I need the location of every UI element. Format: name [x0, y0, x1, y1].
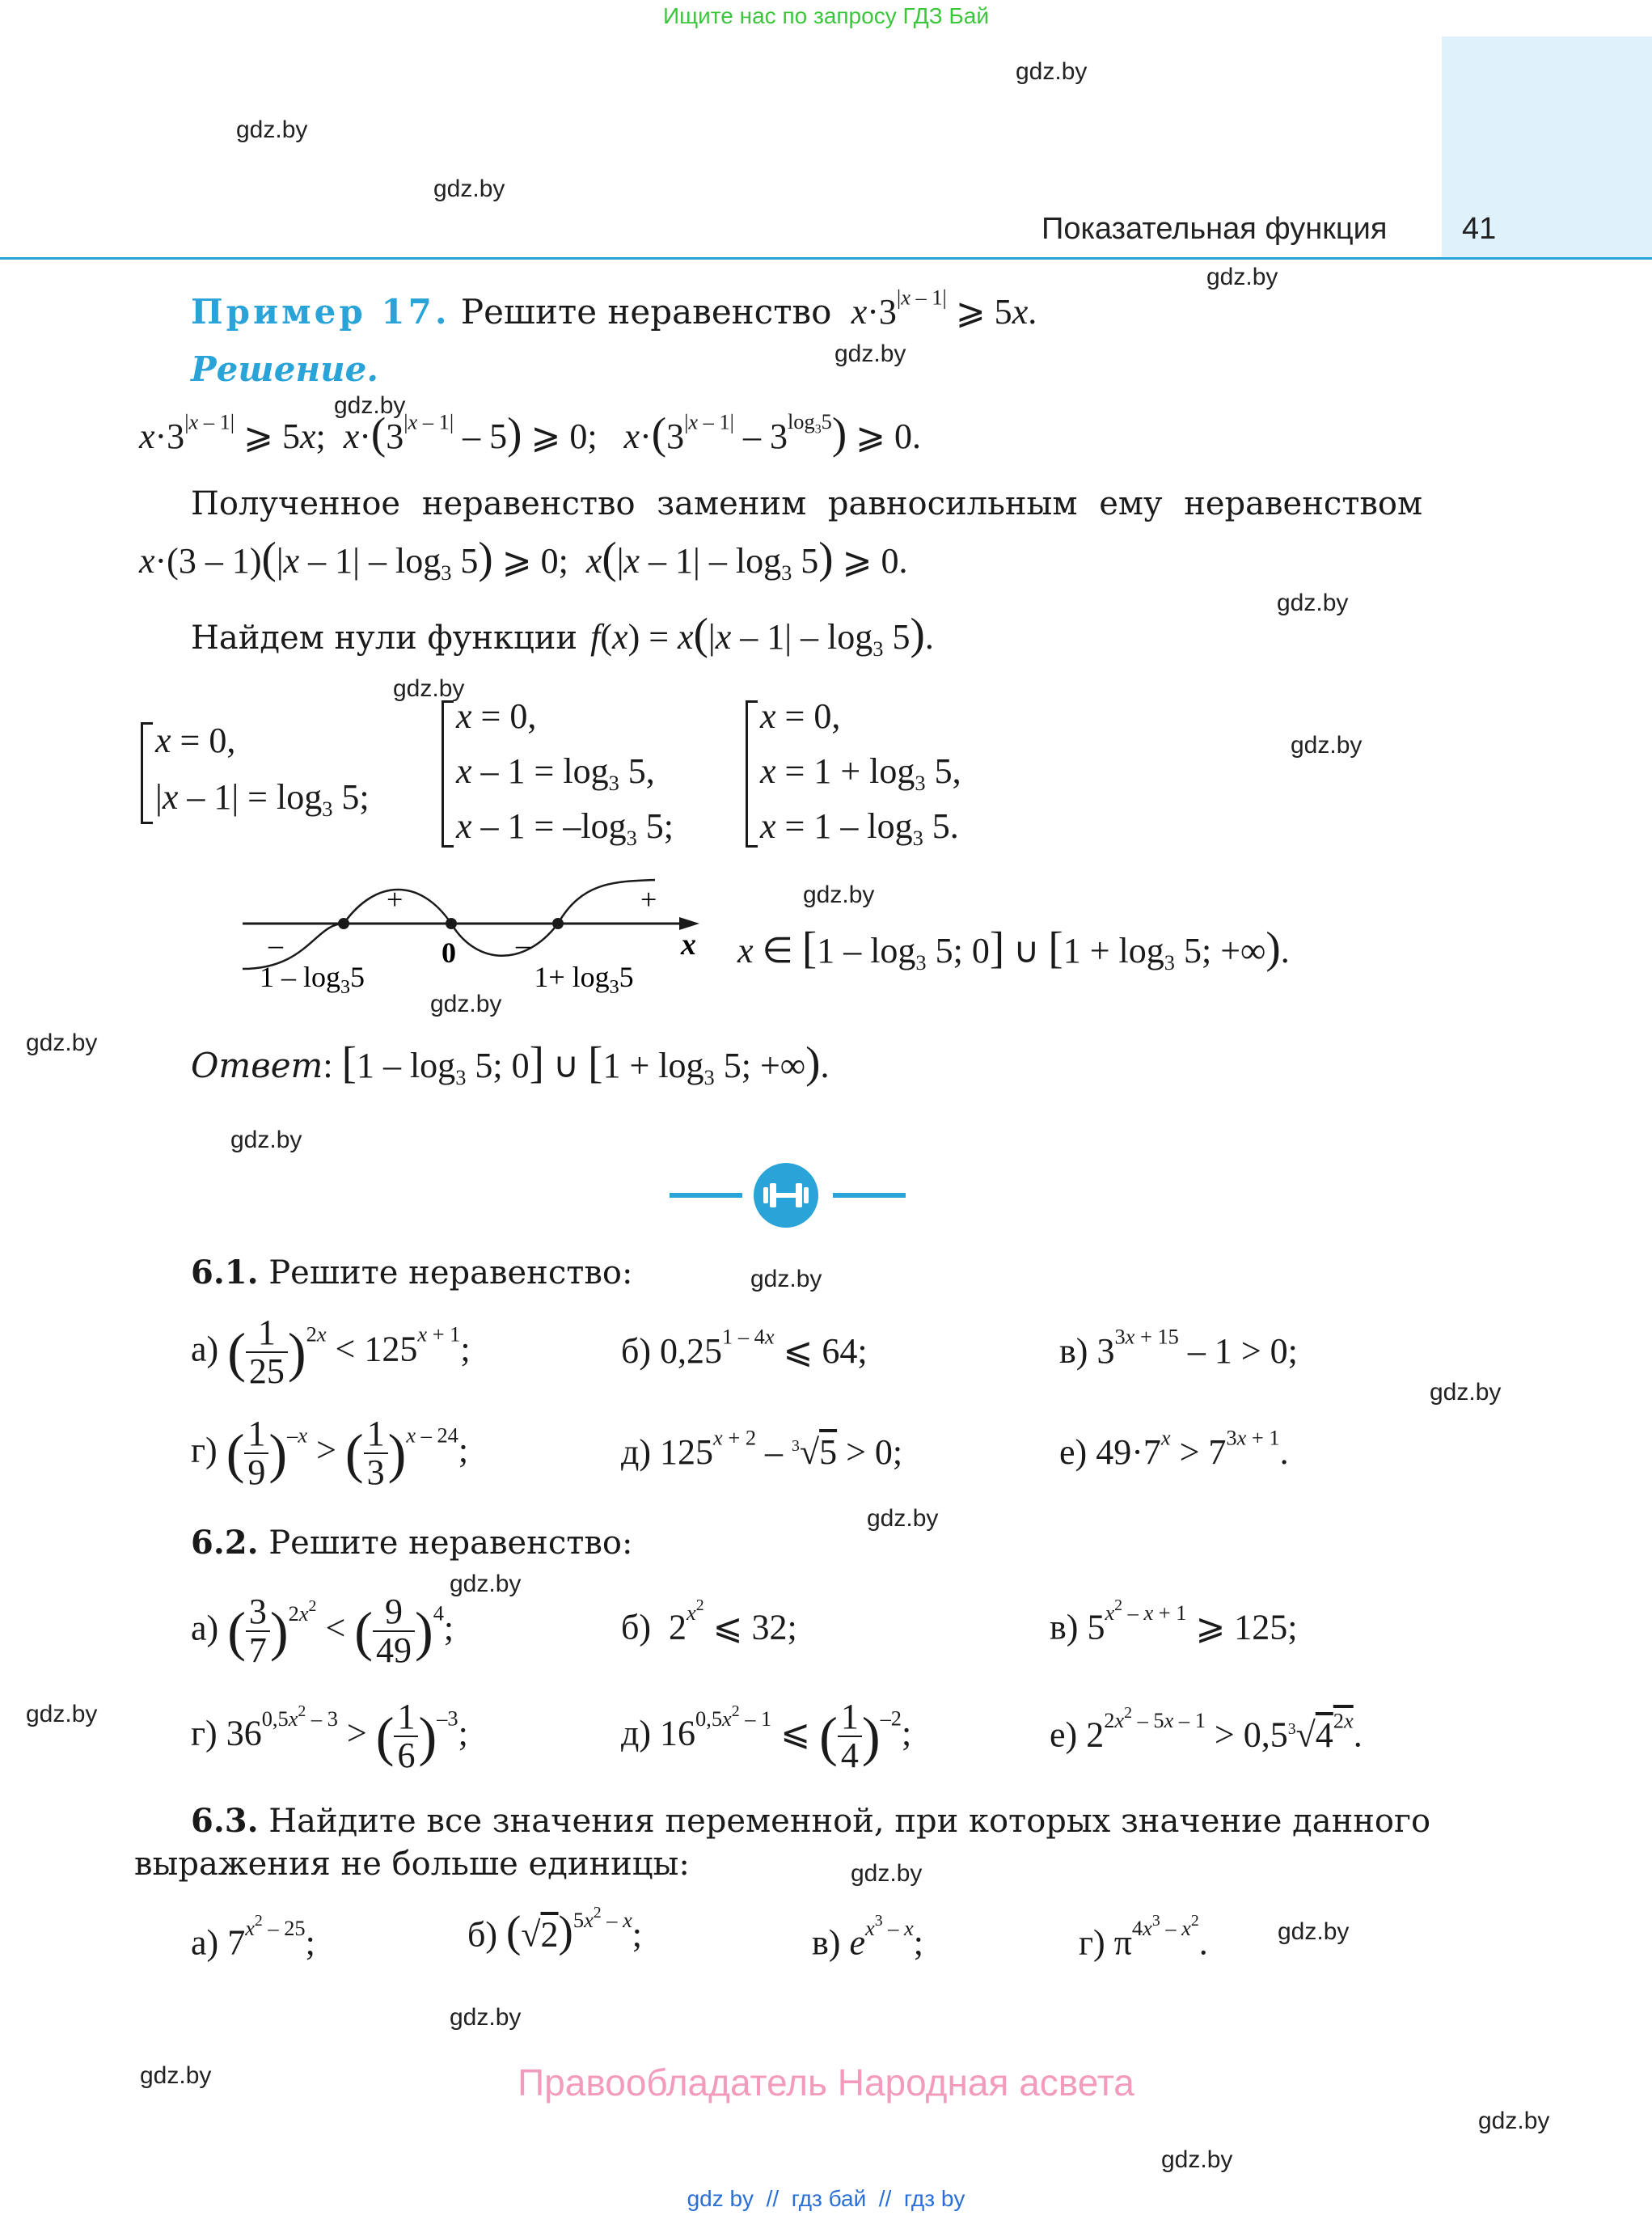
solution-label: Решение. [191, 349, 378, 389]
watermark: gdz.by [1430, 1379, 1502, 1406]
watermark: gdz.by [26, 1701, 98, 1727]
watermark: gdz.by [834, 340, 906, 367]
right-point-label: $1+ \log_35$ [534, 961, 634, 998]
ex-6-1-b: б) $0,25^{1 - 4x}$ ⩽ 64; [621, 1324, 868, 1371]
ex-6-2-g: г) $36^{0,5x^2 - 3}$ > ( $\frac{1}{6}$ )$^{-3}$; [191, 1697, 468, 1776]
watermark: gdz.by [1277, 590, 1349, 616]
exercise-6-1-title [191, 1254, 632, 1292]
watermark: gdz.by [1016, 58, 1088, 85]
chapter-title: Показательная функция [1041, 212, 1388, 246]
sign-minus-1: – [268, 928, 283, 961]
exercise-number: 6.2. [191, 1524, 259, 1562]
ex-6-3-g: г) $\pi^{4x^3 - x^2}$. [1079, 1912, 1208, 1963]
interval-result: x ∈ [$1 - \log_3 5$; 0] ∪ [$1 + \log_3 5$; +∞). [737, 923, 1290, 975]
sign-plus-1: + [387, 883, 403, 915]
watermark: gdz.by [433, 175, 505, 202]
watermark: gdz.by [1478, 2108, 1550, 2134]
ex-6-2-b: б) $2^{x^2}$ ⩽ 32; [621, 1596, 797, 1647]
watermark: gdz.by [1278, 1918, 1350, 1945]
page-number: 41 [1462, 212, 1497, 246]
top-banner: Ищите нас по запросу ГДЗ Бай [662, 3, 990, 28]
ex-6-1-v: в) $3^{3x + 15} - 1 > 0$; [1059, 1324, 1298, 1371]
exercise-6-2-title [191, 1524, 632, 1562]
example-task: Решите неравенство [460, 292, 832, 332]
point-zero [446, 918, 457, 929]
ex-6-3-b: б) $(√2)^{5x^2 - x}$; [467, 1904, 643, 1956]
example-inequality: $x\cdot 3^{|x - 1|}$ ⩾ 5x. [851, 285, 1037, 332]
header-rule [0, 257, 1652, 260]
ex-6-2-v: в) $5^{x^2 - x + 1}$ ⩾ 125; [1050, 1596, 1298, 1647]
watermark: gdz.by [334, 392, 406, 419]
copyright-text: Правообладатель Народная асвета [518, 2061, 1134, 2103]
example-title [191, 285, 1037, 332]
answer-line: Ответ: [$1 - \log_3 5$; 0] ∪ [$1 + \log_3 5$; +∞). [191, 1038, 830, 1090]
watermark: gdz.by [26, 1030, 98, 1056]
watermark: gdz.by [1161, 2146, 1233, 2173]
exercise-text: Решите неравенство: [268, 1254, 633, 1292]
watermark: gdz.by [450, 2004, 522, 2031]
axis-label: x [681, 928, 696, 962]
ex-6-2-d: д) $16^{0,5x^2 - 1}$ ⩽ ( $\frac{1}{4}$ )$^{-2}$; [621, 1697, 912, 1776]
zero-label: 0 [442, 937, 456, 969]
sign-minus-2: – [516, 928, 530, 961]
left-point-label: $1 - \log_35$ [259, 961, 365, 998]
ex-6-1-e: е) $49\cdot 7^x > 7^{3x + 1}$. [1059, 1425, 1289, 1472]
solution-line-2: $x\cdot(3 - 1)(|x - 1| - \log_3 5)$ ⩾ 0; $x(|x - 1| - \log_3 5)$ ⩾ 0. [139, 533, 908, 586]
zeros-line: Найдем нули функции $f(x) = x(|x - 1| - \log_3 5)$. [191, 609, 934, 662]
watermark: gdz.by [803, 882, 875, 908]
watermark: gdz.by [450, 1571, 522, 1597]
ex-6-1-g: г) ( $\frac{1}{9}$ )$^{-x}$ > ( $\frac{1}{3}$ )$^{x - 24}$; [191, 1414, 469, 1493]
ex-6-2-a: а) ( $\frac{3}{7}$ )$^{2x^2}$ < ( $\frac{9}{49}$ )$^4$; [191, 1592, 454, 1671]
watermark: gdz.by [140, 2062, 212, 2089]
ex-6-1-d: д) $125^{x + 2} - ^3√5 > 0$; [621, 1425, 903, 1472]
point-left [338, 918, 349, 929]
exercise-number: 6.3. [191, 1802, 259, 1840]
watermark: gdz.by [393, 675, 465, 702]
answer-label: Ответ [191, 1046, 323, 1085]
solution-line-1: $x\cdot 3^{|x - 1|}$ ⩾ 5x; $x\cdot(3^{|x - 1|} - 5)$ ⩾ 0; $x\cdot(3^{|x - 1|} - 3^{log_35})$ ⩾ 0. [139, 408, 922, 458]
zeros-text: Найдем нули функции [191, 619, 578, 657]
ex-6-3-v: в) $e^{x^3 - x}$; [812, 1912, 923, 1963]
number-line-diagram [234, 873, 720, 1003]
point-right [552, 918, 564, 929]
ex-6-2-e: е) $2^{2x^2 - 5x - 1} > 0,5^3√4^{2x}$. [1050, 1704, 1363, 1755]
exercise-6-3-title [191, 1802, 1430, 1840]
dumbbell-icon [754, 1163, 818, 1228]
exercise-text: Решите неравенство: [268, 1524, 633, 1562]
watermark: gdz.by [750, 1266, 822, 1292]
divider-right [833, 1193, 906, 1198]
equiv-text: Полученное неравенство заменим равносильным ему неравенством [191, 485, 1423, 522]
ex-6-3-a: а) $7^{x^2 - 25}$; [191, 1912, 315, 1963]
footer-links[interactable]: gdz by // гдз бай // гдз by [687, 2186, 965, 2211]
sign-plus-2: + [640, 883, 657, 915]
watermark: gdz.by [430, 991, 502, 1017]
watermark: gdz.by [236, 116, 308, 143]
exercise-6-3-title-2: выражения не больше единицы: [134, 1846, 690, 1883]
exercise-text: Найдите все значения переменной, при которых значение данного [268, 1803, 1431, 1840]
example-label: Пример 17. [191, 292, 450, 332]
watermark: gdz.by [1291, 732, 1363, 759]
divider-left [670, 1193, 742, 1198]
exercise-number: 6.1. [191, 1254, 259, 1292]
watermark: gdz.by [1206, 264, 1278, 290]
watermark: gdz.by [230, 1127, 302, 1153]
watermark: gdz.by [867, 1505, 939, 1532]
ex-6-1-a: а) ( $\frac{1}{25}$ )$^{2x} < 125^{x + 1}$; [191, 1313, 471, 1392]
watermark: gdz.by [851, 1860, 923, 1887]
